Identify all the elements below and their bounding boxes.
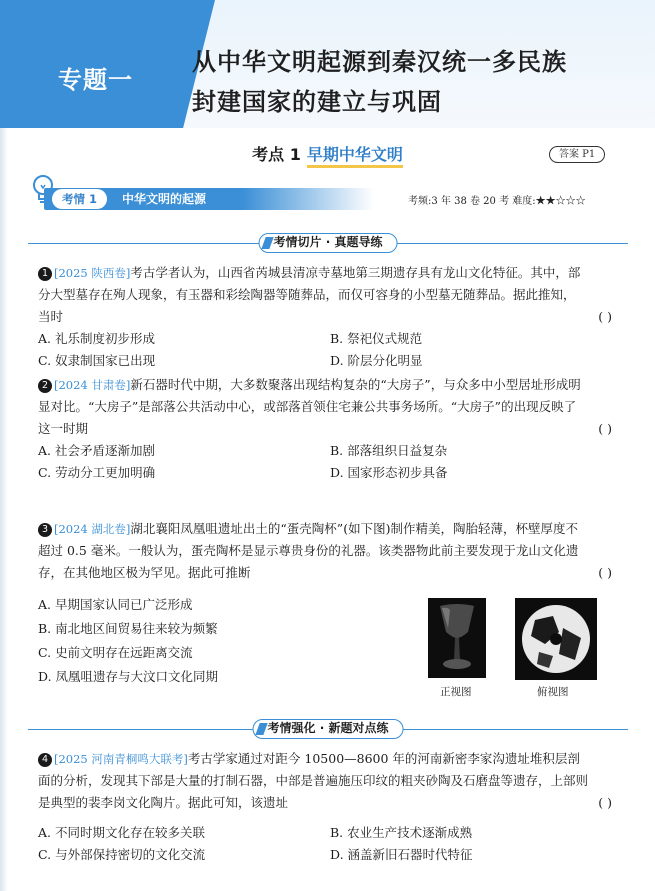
page-title bbox=[192, 42, 632, 122]
option-b[interactable]: B. 祭祀仪式规范 bbox=[330, 331, 423, 346]
option-a[interactable]: A. 礼乐制度初步形成 bbox=[38, 331, 155, 346]
question-4-options bbox=[38, 822, 598, 866]
question-source: [2024 湖北卷] bbox=[54, 522, 131, 536]
section-number: 考点 1 bbox=[252, 145, 301, 164]
question-number: 2 bbox=[38, 379, 52, 393]
option-c[interactable]: C. 与外部保持密切的文化交流 bbox=[38, 847, 206, 862]
question-source: [2024 甘肃卷] bbox=[54, 378, 131, 392]
answer-bracket[interactable]: ( ) bbox=[598, 795, 612, 810]
question-stem-line: 考古学家通过对距今 10500—8600 年的河南新密李家沟遗址堆积层剖 bbox=[187, 751, 580, 766]
question-3-options bbox=[38, 594, 398, 690]
option-b[interactable]: B. 农业生产技术逐渐成熟 bbox=[330, 825, 473, 840]
question-2 bbox=[38, 374, 616, 440]
question-stem-line: 显对比。“大房子”是部落公共活动中心，或部落首领住宅兼公共事务场所。“大房子”的出现反映了 bbox=[38, 399, 577, 414]
option-a[interactable]: A. 社会矛盾逐渐加剧 bbox=[38, 443, 155, 458]
answer-bracket[interactable]: ( ) bbox=[598, 565, 612, 580]
answer-bracket[interactable]: ( ) bbox=[598, 309, 612, 324]
question-stem-line: 湖北襄阳凤凰咀遗址出土的“蛋壳陶杯”(如下图)制作精美，陶胎轻薄，杯壁厚度不 bbox=[130, 521, 578, 536]
kaoqing-name: 中华文明的起源 bbox=[122, 192, 207, 206]
option-a[interactable]: A. 不同时期文化存在较多关联 bbox=[38, 825, 205, 840]
page-header bbox=[0, 0, 655, 128]
option-d[interactable]: D. 国家形态初步具备 bbox=[330, 465, 448, 480]
banner-real-exam-label: 考情切片 · 真题导练 bbox=[259, 233, 398, 253]
book-spine-shadow bbox=[0, 128, 8, 891]
banner-real-exam bbox=[28, 232, 628, 254]
figure-front-view-label: 正视图 bbox=[440, 686, 472, 698]
answer-bracket[interactable]: ( ) bbox=[598, 421, 612, 436]
title-line-2: 封建国家的建立与巩固 bbox=[192, 88, 442, 116]
section-name: 早期中华文明 bbox=[307, 145, 403, 168]
option-d[interactable]: D. 凤凰咀遗存与大汶口文化同期 bbox=[38, 669, 219, 684]
question-stem-line: 分大型墓存在殉人现象，有玉器和彩绘陶器等随葬品，而仅可容身的小型墓无随葬品。据此推知， bbox=[38, 287, 576, 302]
question-stem-line: 是典型的裴李岗文化陶片。据此可知，该遗址 bbox=[38, 795, 289, 810]
option-d[interactable]: D. 阶层分化明显 bbox=[330, 353, 423, 368]
option-c[interactable]: C. 劳动分工更加明确 bbox=[38, 465, 156, 480]
question-4 bbox=[38, 748, 616, 814]
option-b[interactable]: B. 部落组织日益复杂 bbox=[330, 443, 448, 458]
eggshell-cup-top-view-image bbox=[515, 598, 597, 680]
question-3 bbox=[38, 518, 616, 584]
option-d[interactable]: D. 涵盖新旧石器时代特征 bbox=[330, 847, 473, 862]
eggshell-cup-front-view-image bbox=[428, 598, 486, 678]
topic-label: 专题一 bbox=[58, 66, 133, 94]
question-number: 4 bbox=[38, 753, 52, 767]
option-a[interactable]: A. 早期国家认同已广泛形成 bbox=[38, 597, 193, 612]
option-c[interactable]: C. 史前文明存在远距离交流 bbox=[38, 645, 193, 660]
answer-reference-tag: 答案 P1 bbox=[549, 146, 605, 163]
question-stem-line: 这一时期 bbox=[38, 421, 89, 436]
question-stem-line: 面的分析，发现其下部是大量的打制石器，中部是普遍施压印纹的粗夹砂陶及石磨盘等遗存，上部则 bbox=[38, 773, 589, 788]
question-source: [2025 陕西卷] bbox=[54, 266, 131, 280]
question-stem-line: 新石器时代中期，大多数聚落出现结构复杂的“大房子”，与众多中小型居址形成明 bbox=[130, 377, 581, 392]
kaoqing-label: 考情 1 bbox=[52, 189, 107, 209]
question-stem-line: 超过 0.5 毫米。一般认为，蛋壳陶杯是显示尊贵身份的礼器。该类器物此前主要发现于龙山文化遗 bbox=[38, 543, 579, 558]
banner-new-questions-label: 考情强化 · 新题对点练 bbox=[253, 719, 404, 739]
option-c[interactable]: C. 奴隶制国家已出现 bbox=[38, 353, 156, 368]
question-stem-line: 当时 bbox=[38, 309, 64, 324]
question-stem-line: 存，在其他地区极为罕见。据此可推断 bbox=[38, 565, 251, 580]
question-number: 3 bbox=[38, 523, 52, 537]
question-number: 1 bbox=[38, 267, 52, 281]
frequency-difficulty: 考频:3 年 38 卷 20 考 难度:★★☆☆☆ bbox=[408, 196, 586, 207]
banner-new-questions bbox=[28, 718, 628, 740]
option-b[interactable]: B. 南北地区间贸易往来较为频繁 bbox=[38, 621, 218, 636]
question-source: [2025 河南青桐鸣大联考] bbox=[54, 752, 188, 766]
question-1 bbox=[38, 262, 616, 328]
title-line-1: 从中华文明起源到秦汉统一多民族 bbox=[192, 48, 567, 76]
question-2-options bbox=[38, 440, 598, 484]
figure-top-view-label: 俯视图 bbox=[537, 686, 569, 698]
question-1-options bbox=[38, 328, 598, 372]
question-stem-line: 考古学者认为，山西省芮城县清凉寺墓地第三期遗存具有龙山文化特征。其中，部 bbox=[130, 265, 581, 280]
